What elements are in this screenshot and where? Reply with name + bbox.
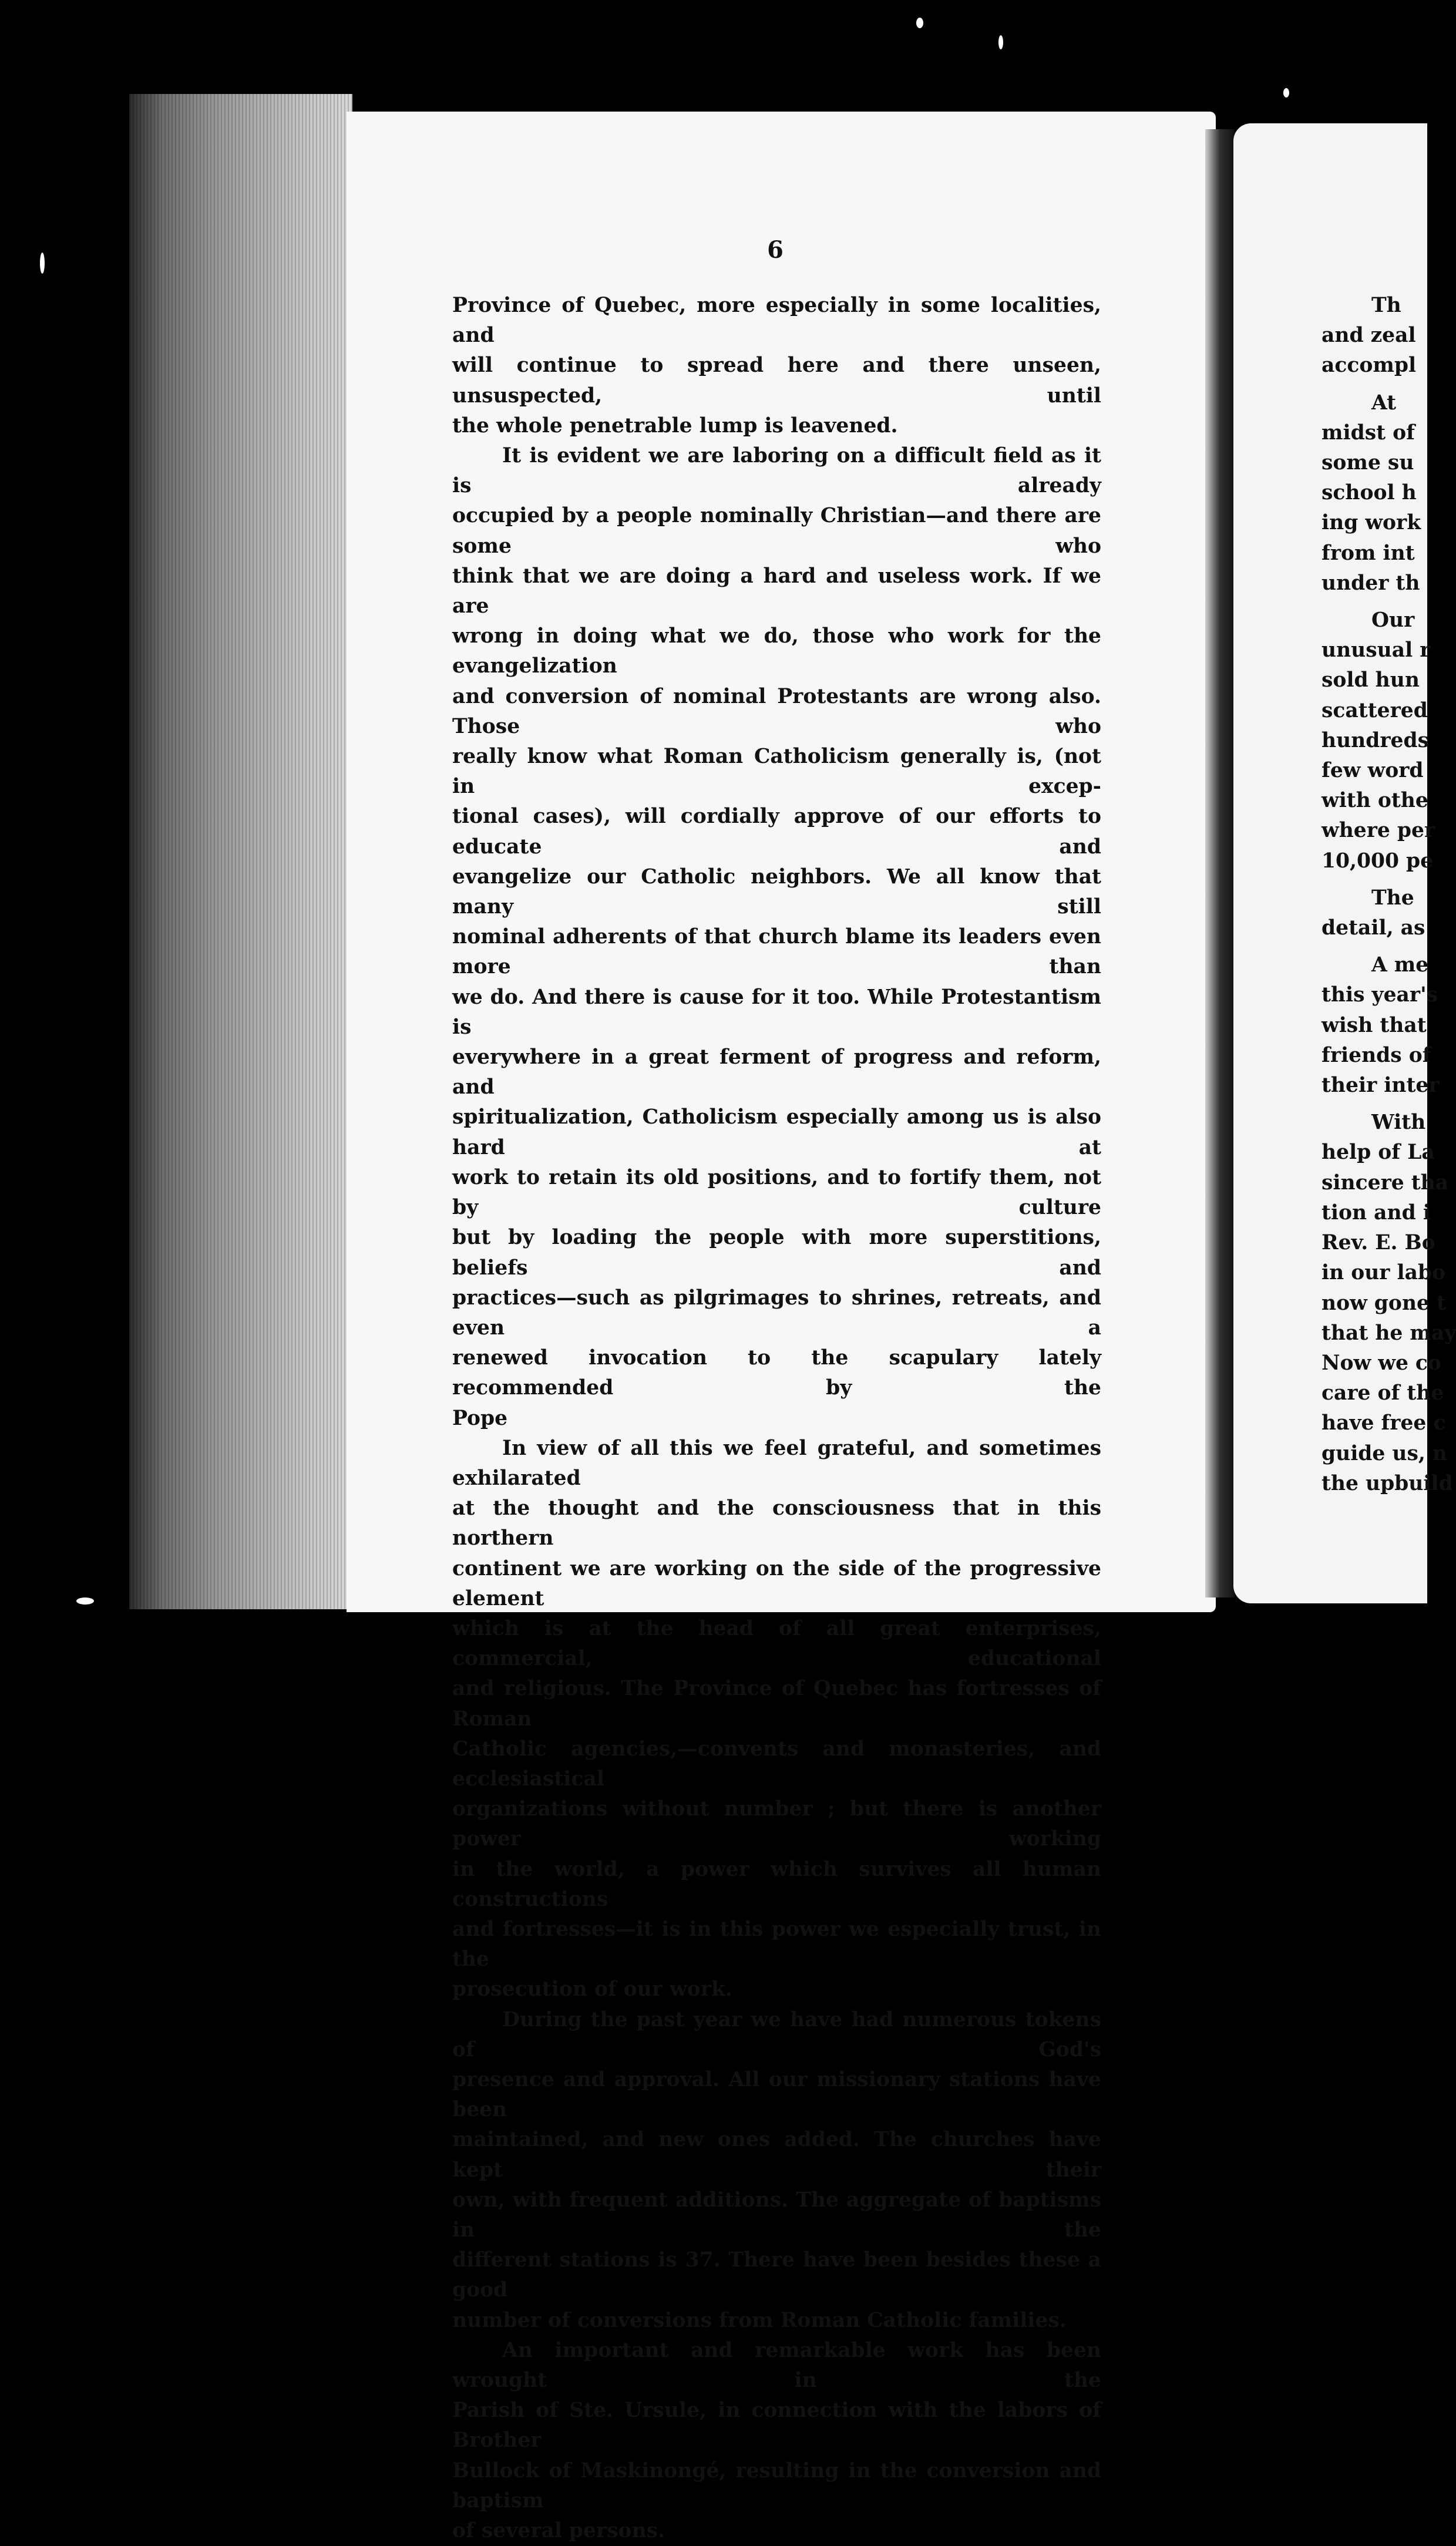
text-line: in the world, a power which survives all human constructions: [452, 1857, 1101, 1911]
text-line-fragment: from int: [1322, 541, 1415, 565]
text-line: work to retain its old positions, and to fortify them, not by culture: [452, 1165, 1101, 1220]
text-line: which is at the head of all great enterprises, commercial, educational: [452, 1616, 1101, 1671]
text-line-fragment: friends of: [1322, 1043, 1431, 1067]
text-line: wrong in doing what we do, those who work for the evangelization: [452, 624, 1101, 678]
text-line: Parish of Ste. Ursule, in connection with the labors of Brother: [452, 2399, 1101, 2453]
text-line: maintained, and new ones added. The churches have kept their: [452, 2128, 1101, 2182]
text-line: occupied by a people nominally Christian—and there are some who: [452, 504, 1101, 558]
text-line-fragment: wish that: [1322, 1013, 1427, 1037]
book-page-edge: [129, 94, 352, 1609]
text-line-fragment: The: [1371, 886, 1414, 910]
text-line: spiritualization, Catholicism especially among us is also hard at: [452, 1105, 1101, 1159]
text-line: presence and approval. All our missionary stations have been: [452, 2067, 1101, 2122]
text-line-fragment: hundreds: [1322, 728, 1430, 752]
text-line: everywhere in a great ferment of progress and reform, and: [452, 1045, 1101, 1099]
text-line-fragment: unusual r: [1322, 638, 1431, 662]
text-line: tional cases), will cordially approve of our efforts to educate and: [452, 805, 1101, 859]
text-line-fragment: Rev. E. Bo: [1322, 1231, 1435, 1255]
text-line: different stations is 37. There have been besides these a good: [452, 2248, 1101, 2302]
text-line-fragment: Now we co: [1322, 1351, 1441, 1375]
text-line: practices—such as pilgrimages to shrines, retreats, and even a: [452, 1286, 1101, 1340]
text-line: renewed invocation to the scapulary lately recommended by the: [452, 1346, 1101, 1400]
right-page-text: [1322, 291, 1456, 1499]
text-line-fragment: tion and i: [1322, 1200, 1431, 1225]
text-line: really know what Roman Catholicism generally is, (not in excep-: [452, 745, 1101, 799]
page-number: 6: [767, 236, 784, 264]
text-line: and conversion of nominal Protestants are wrong also. Those who: [452, 684, 1101, 738]
text-line-fragment: guide us, n: [1322, 1441, 1448, 1465]
text-line-fragment: with othe: [1322, 789, 1428, 813]
text-line: the whole penetrable lump is leavened.: [452, 413, 898, 438]
text-line: of several persons.: [452, 2519, 665, 2543]
text-line: own, with frequent additions. The aggregate of baptisms in the: [452, 2188, 1101, 2242]
text-line-fragment: now gone t: [1322, 1291, 1446, 1315]
text-line: Province of Quebec, more especially in some localities, and: [452, 294, 1101, 348]
book-gutter: [1205, 129, 1235, 1597]
text-line-fragment: under th: [1322, 571, 1420, 595]
dust-speck: [76, 1597, 94, 1605]
text-line: at the thought and the consciousness that in this northern: [452, 1496, 1101, 1551]
dust-speck: [40, 253, 45, 274]
text-line-fragment: scattered: [1322, 698, 1428, 722]
text-line: In view of all this we feel grateful, and sometimes exhilarated: [452, 1436, 1101, 1490]
text-line-fragment: With: [1371, 1111, 1426, 1135]
text-line: Pope: [452, 1406, 508, 1430]
text-line-fragment: 10,000 pe: [1322, 849, 1434, 873]
text-line: and fortresses—it is in this power we especially trust, in the: [452, 1917, 1101, 1972]
text-line-fragment: sold hun: [1322, 668, 1420, 692]
text-line-fragment: help of La: [1322, 1141, 1435, 1165]
text-line: we do. And there is cause for it too. While Protestantism is: [452, 985, 1101, 1039]
dust-speck: [1283, 88, 1289, 97]
text-line: During the past year we have had numerous tokens of God's: [452, 2007, 1101, 2061]
text-line-fragment: where per: [1322, 819, 1435, 843]
text-line-fragment: detail, as: [1322, 916, 1425, 940]
dust-speck: [916, 18, 923, 28]
text-line-fragment: midst of: [1322, 421, 1415, 445]
text-line: will continue to spread here and there unseen, unsuspected, until: [452, 354, 1101, 408]
paragraph: [452, 1434, 1101, 2005]
text-line-fragment: that he may: [1322, 1321, 1456, 1345]
paragraph: [452, 2336, 1101, 2546]
text-line-fragment: Our: [1371, 608, 1415, 633]
paragraph: [452, 2005, 1101, 2336]
text-line-fragment: the upbuild: [1322, 1471, 1453, 1495]
paragraph: [452, 441, 1101, 1434]
text-line: Bullock of Maskinongé, resulting in the conversion and baptism: [452, 2458, 1101, 2513]
text-line-fragment: some su: [1322, 451, 1414, 475]
text-line-fragment: sincere tha: [1322, 1171, 1449, 1195]
text-line: nominal adherents of that church blame its leaders even more than: [452, 925, 1101, 979]
text-line-fragment: this year's: [1322, 983, 1438, 1007]
text-line-fragment: ing work: [1322, 511, 1421, 535]
text-line: but by loading the people with more superstitions, beliefs and: [452, 1226, 1101, 1280]
text-line-fragment: At: [1371, 391, 1397, 415]
text-line-fragment: few word: [1322, 759, 1424, 783]
text-line-fragment: have free c: [1322, 1411, 1446, 1435]
left-page-text: [452, 291, 1101, 2546]
text-line-fragment: in our labo: [1322, 1261, 1446, 1285]
text-line: number of conversions from Roman Catholic families.: [452, 2308, 1067, 2332]
text-line-fragment: school h: [1322, 481, 1417, 505]
text-line: It is evident we are laboring on a difficult field as it is already: [452, 444, 1101, 498]
text-line-fragment: accompl: [1322, 354, 1417, 378]
text-line: Catholic agencies,—convents and monasteries, and ecclesiastical: [452, 1737, 1101, 1791]
text-line: continent we are working on the side of the progressive element: [452, 1556, 1101, 1610]
text-line-fragment: Th: [1371, 294, 1401, 317]
text-line-fragment: care of the: [1322, 1381, 1444, 1405]
text-line-fragment: and zeal: [1322, 324, 1416, 348]
text-line: prosecution of our work.: [452, 1977, 732, 2002]
text-line: evangelize our Catholic neighbors. We all know that many still: [452, 865, 1101, 919]
text-line: An important and remarkable work has been wrought in the: [452, 2338, 1101, 2393]
dust-speck: [998, 35, 1003, 49]
paragraph: [452, 291, 1101, 441]
text-line: organizations without number ; but there is another power working: [452, 1797, 1101, 1851]
text-line: think that we are doing a hard and useless work. If we are: [452, 564, 1101, 618]
text-line-fragment: their inter: [1322, 1074, 1440, 1098]
text-line-fragment: A me: [1371, 953, 1429, 977]
text-line: and religious. The Province of Quebec has fortresses of Roman: [452, 1677, 1101, 1731]
